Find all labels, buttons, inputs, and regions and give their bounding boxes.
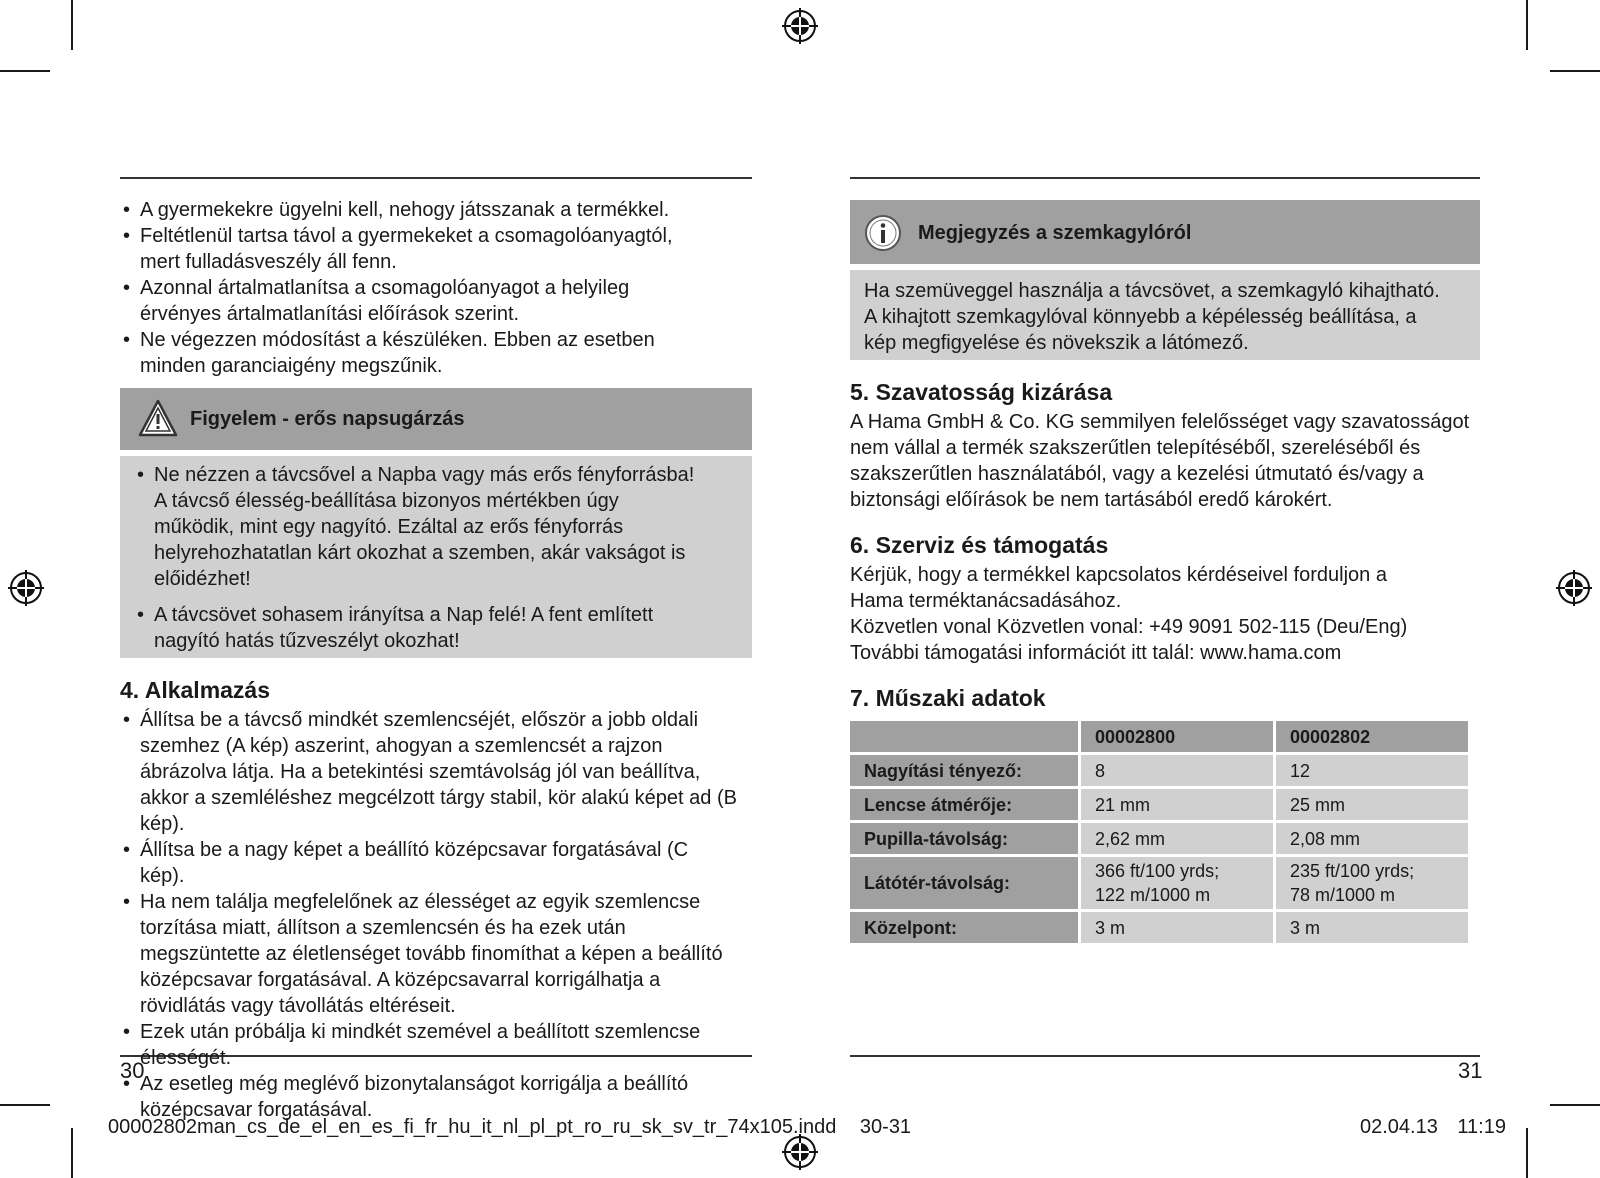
table-cell-label: Lencse átmérője: [850,789,1078,820]
table-cell [1276,857,1468,909]
left-column [120,197,752,1123]
table-cell: 3 m [1276,912,1468,943]
registration-mark-icon [1556,570,1592,606]
crop-mark [0,70,50,72]
footer-time: 11:19 [1457,1116,1506,1138]
table-cell-label: Látótér-távolság: [850,857,1078,909]
table-cell-line: 366 ft/100 yrds; [1095,861,1220,881]
table-row [850,823,1468,854]
table-cell-label: Pupilla-távolság: [850,823,1078,854]
table-cell: 21 mm [1081,789,1273,820]
top-rule-right [850,177,1480,179]
application-list [120,707,738,1123]
crop-mark [1526,1128,1528,1178]
table-cell-label: Közelpont: [850,912,1078,943]
table-cell-label: Nagyítási tényező: [850,755,1078,786]
registration-mark-icon [782,1134,818,1170]
top-rule-left [120,177,752,179]
table-row [850,912,1468,943]
support-website: További támogatási információt itt talál: www.hama.com [850,642,1342,664]
warning-box-header [120,388,752,450]
table-header-row [850,721,1468,752]
warning-title: Figyelem - erős napsugárzás [190,408,465,430]
section-heading: 6. Szerviz és támogatás [850,532,1109,558]
list-item: • Azonnal ártalmatlanítsa a csomagolóanyagot a helyileg érvényes ártalmatlanítási előírások szerint. [120,275,710,327]
safety-list [120,197,710,379]
list-item: • Ne nézzen a távcsővel a Napba vagy más erős fényforrásba! A távcső élesség-beállítása bizonyos mértékben úgy működik, mint egy nagyító. Ezáltal az erős fényforrás helyrehozhatatlan kárt okozhat a szemben, akár vakságot is előidézhet! [134,462,704,592]
footer-file: 00002802man_cs_de_el_en_es_fi_fr_hu_it_nl_pl_pt_ro_ru_sk_sv_tr_74x105.indd [108,1116,837,1138]
table-row [850,755,1468,786]
table-cell-line: 235 ft/100 yrds; [1290,861,1415,881]
table-row [850,789,1468,820]
page-number-left: 30 [120,1058,145,1083]
table-cell: 2,08 mm [1276,823,1468,854]
table-cell: 2,62 mm [1081,823,1273,854]
page-number-right: 31 [1458,1058,1483,1083]
table-cell [1081,857,1273,909]
specs-table [847,718,1471,946]
table-cell: 12 [1276,755,1468,786]
support-hotline: Közvetlen vonal Közvetlen vonal: +49 9091 502-115 (Deu/Eng) [850,616,1408,638]
support-text: Kérjük, hogy a termékkel kapcsolatos kérdéseivel forduljon a Hama terméktanácsadásához. [850,564,1387,612]
note-box [850,200,1480,360]
table-header-cell [850,721,1078,752]
disclaimer-text: A Hama GmbH & Co. KG semmilyen felelősséget vagy szavatosságot nem vállal a termék szakszerűtlen telepítéséből, szereléséből és szakszerűtlen használatából, vagy a kezelési útmutató és/vagy a biztonsági előírások be nem tartásából eredő károkért. [850,411,1470,511]
crop-mark [71,1128,73,1178]
crop-mark [1526,0,1528,50]
crop-mark [0,1104,50,1106]
warning-list [134,462,704,654]
registration-mark-icon [8,570,44,606]
table-row [850,857,1468,909]
table-header-cell: 00002800 [1081,721,1273,752]
right-column [850,200,1480,946]
note-box-header [850,200,1480,264]
table-cell: 3 m [1081,912,1273,943]
note-text: Ha szemüveggel használja a távcsövet, a szemkagyló kihajtható. A kihajtott szemkagylóval könnyebb a képélesség beállítása, a kép megfigyelése és növekszik a látómező. [864,280,1440,354]
table-header-cell: 00002802 [1276,721,1468,752]
list-item: • Feltétlenül tartsa távol a gyermekeket a csomagolóanyagtól, mert fulladásveszély áll fenn. [120,223,710,275]
list-item: • Ha nem találja megfelelőnek az élességet az egyik szemlencse torzítása miatt, állítson a szemlencsén és ha ezek után megszüntette az életlenséget tovább finomíthat a képen a beállító középcsavar forgatásával. A középcsavarral korrigálhatja a rövidlátás vagy távollátás eltéréseit. [120,889,738,1019]
section-heading: 7. Műszaki adatok [850,685,1046,711]
warning-box-body [120,456,752,658]
warning-box [120,388,752,658]
list-item: • A távcsövet sohasem irányítsa a Nap felé! A fent említett nagyító hatás tűzveszélyt okozhat! [134,602,704,654]
footer-date: 02.04.13 [1360,1116,1438,1138]
table-cell: 25 mm [1276,789,1468,820]
list-item: • Ne végezzen módosítást a készüléken. Ebben az esetben minden garanciaigény megszűnik. [120,327,710,379]
footer-filename [108,1116,911,1139]
crop-mark [71,0,73,50]
footer-timestamp [1360,1116,1506,1139]
table-cell-line: 122 m/1000 m [1095,885,1211,905]
warning-triangle-icon [138,399,178,437]
list-item: • Állítsa be a nagy képet a beállító középcsavar forgatásával (C kép). [120,837,738,889]
list-item: • Az esetleg még meglévő bizonytalanságot korrigálja a beállító középcsavar forgatásával. [120,1071,738,1123]
footer-pages: 30-31 [859,1116,912,1138]
registration-mark-icon [782,8,818,44]
crop-mark [1550,70,1600,72]
table-cell: 8 [1081,755,1273,786]
crop-mark [1550,1104,1600,1106]
list-item: • Ezek után próbálja ki mindkét szemével a beállított szemlencse élességét. [120,1019,738,1071]
info-icon [864,214,902,252]
table-cell-line: 78 m/1000 m [1290,885,1396,905]
note-box-body [850,270,1480,360]
note-title: Megjegyzés a szemkagylóról [918,222,1192,244]
bottom-rule-right [850,1055,1480,1057]
list-item: • Állítsa be a távcső mindkét szemlencséjét, először a jobb oldali szemhez (A kép) aszerint, ahogyan a szemlencsét a rajzon ábrázolva látja. Ha a betekintési szemtávolság jól van beállítva, akkor a szemléléshez megcélzott tárgy stabil, kör alakú képet ad (B kép). [120,707,738,837]
section-heading: 5. Szavatosság kizárása [850,379,1113,405]
section-heading: 4. Alkalmazás [120,677,271,703]
list-item: • A gyermekekre ügyelni kell, nehogy játsszanak a termékkel. [120,197,710,223]
